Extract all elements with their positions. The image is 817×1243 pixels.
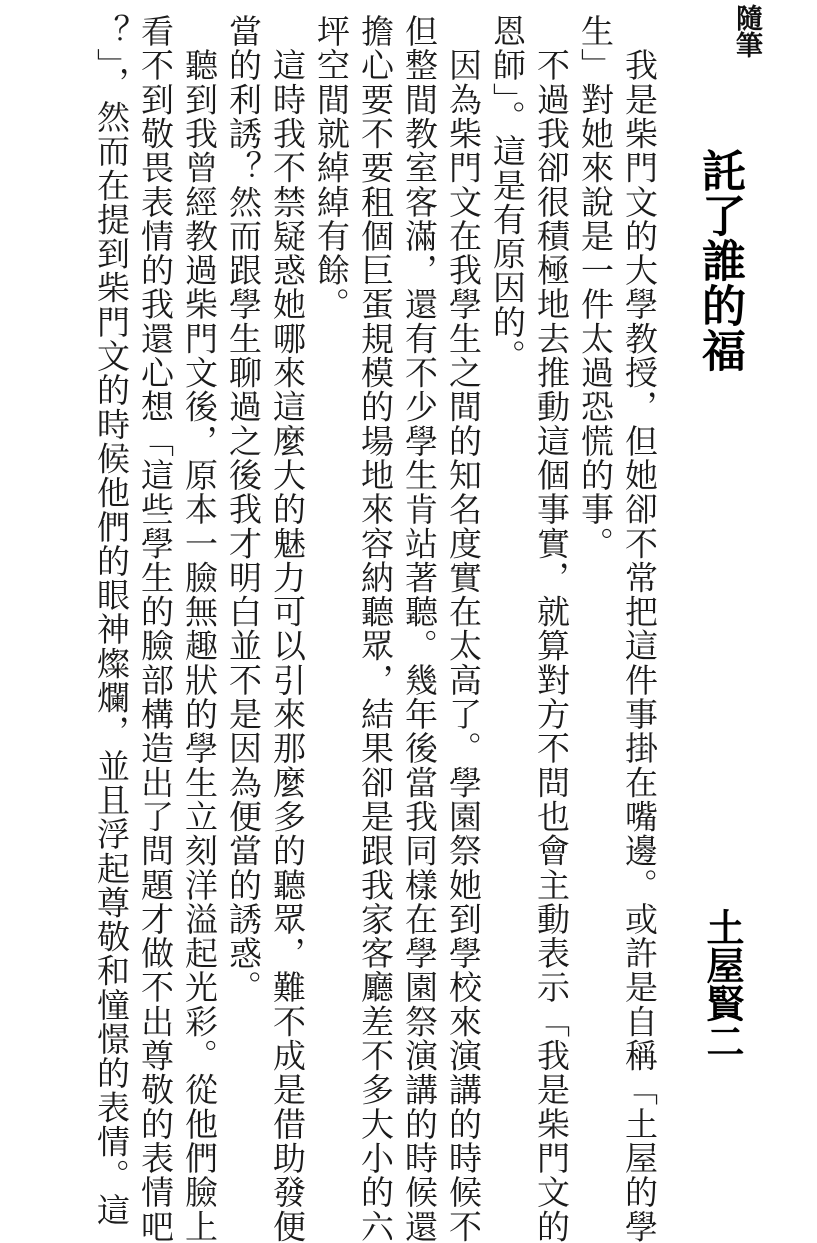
text-line: 不過我卻很積極地去推動這個事實，就算對方不問也會主動表示「我是柴門文的 [532,14,571,1243]
article-title: 託了誰的福 [694,148,745,373]
text-line: 看不到敬畏表情的我還心想「這些學生的臉部構造出了問題才做不出尊敬的表情吧 [136,14,175,1243]
article-body [0,14,659,1243]
author-name: 土屋賢二 [700,908,744,1060]
text-line: 恩師」。這是有原因的。 [488,14,527,374]
text-line: 這時我不禁疑惑她哪來這麼大的魅力可以引來那麼多的聽眾，難不成是借助發便 [268,14,307,1243]
text-line: 擔心要不要租個巨蛋規模的場地來容納聽眾，結果卻是跟我家客廳差不多大小的六 [356,14,395,1243]
section-label: 隨筆 [731,4,762,58]
text-line: 因為柴門文在我學生之間的知名度實在太高了。學園祭她到學校來演講的時候不 [444,14,483,1243]
text-line: 但整間教室客滿，還有不少學生肯站著聽。幾年後當我同樣在學園祭演講的時候還 [400,14,439,1243]
text-line: 聽到我曾經教過柴門文後，原本一臉無趣狀的學生立刻洋溢起光彩。從他們臉上 [180,14,219,1243]
text-line: 坪空間就綽綽有餘。 [312,14,351,322]
text-line: 生」對她來說是一件太過恐慌的事。 [576,14,615,561]
text-line: 當的利誘？然而跟學生聊過之後我才明白並不是因為便當的誘惑。 [224,14,263,1005]
text-line: ？」，然而在提到柴門文的時候他們的眼神燦爛，並且浮起尊敬和憧憬的表情。這 [92,14,131,1227]
text-line: 我是柴門文的大學教授，但她卻不常把這件事掛在嘴邊。或許是自稱「土屋的學 [620,14,659,1243]
